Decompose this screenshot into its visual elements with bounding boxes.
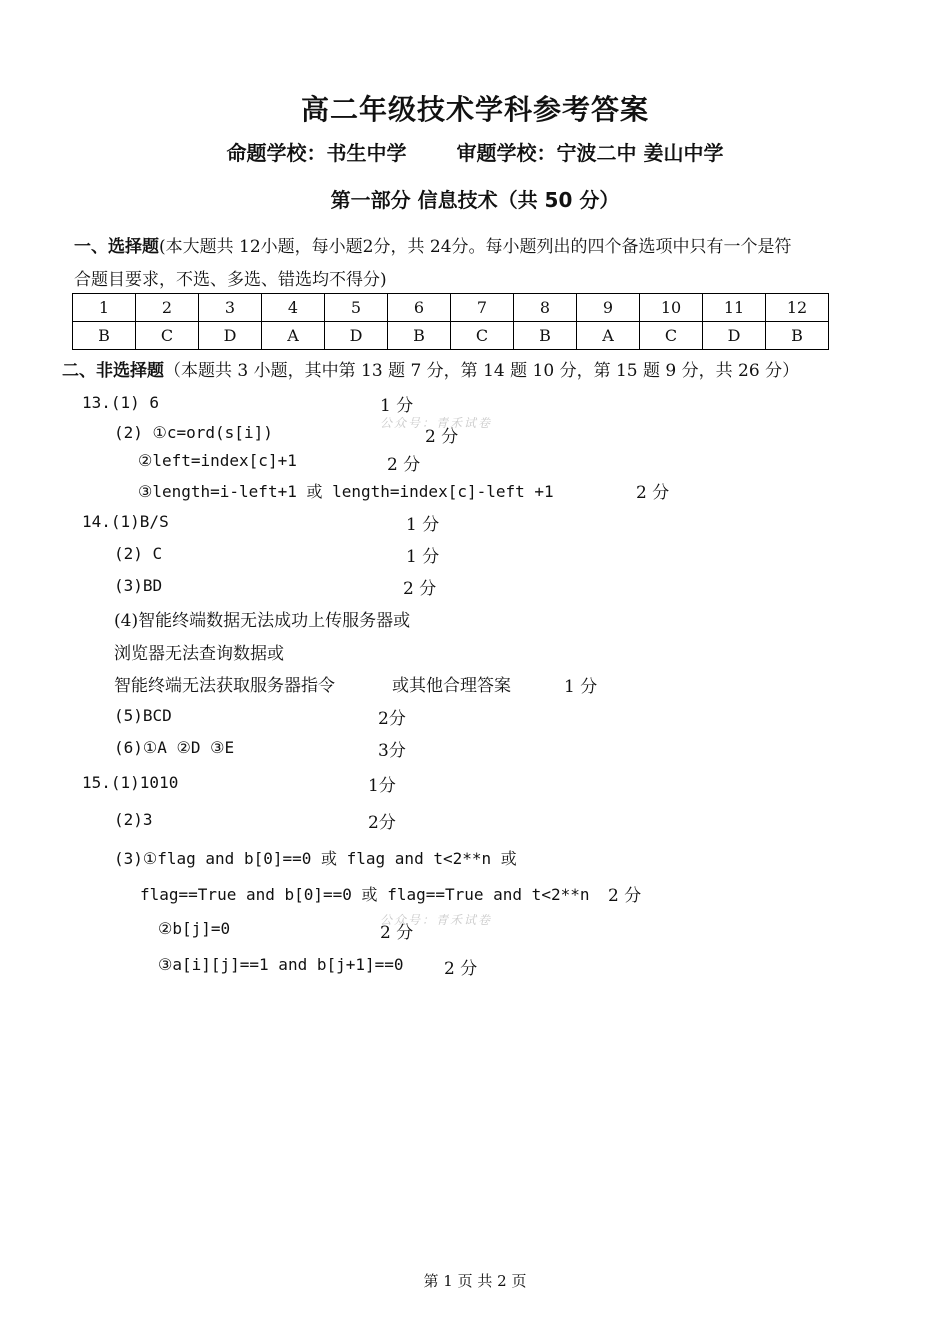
q13-score4: 2 分 <box>636 483 670 503</box>
section1-heading: 一、选择题 <box>74 237 159 257</box>
table-cell: 1 <box>73 294 136 322</box>
table-cell: C <box>451 322 514 350</box>
q14-line2: (2) C <box>114 544 163 563</box>
q15-line6: ③a[i][j]==1 and b[j+1]==0 <box>158 955 404 974</box>
q13-line3: ②left=index[c]+1 <box>138 451 297 470</box>
answer-table <box>72 293 829 350</box>
q14-score8: 3分 <box>378 741 406 761</box>
q13-line4: ③length=i-left+1 或 length=index[c]-left +1 <box>138 482 554 501</box>
table-cell: C <box>136 322 199 350</box>
table-row-answers <box>73 322 829 350</box>
table-cell: B <box>766 322 829 350</box>
table-cell: C <box>640 322 703 350</box>
q15-score6: 2 分 <box>444 959 478 979</box>
q13-line2: (2) ①c=ord(s[i]) <box>114 423 273 442</box>
q13-score3: 2 分 <box>387 455 421 475</box>
q15-score2: 2分 <box>368 813 396 833</box>
page-footer: 第 1 页 共 2 页 <box>423 1272 527 1290</box>
q14-line4: (4)智能终端数据无法成功上传服务器或 <box>114 611 411 631</box>
q14-line1: 14.(1)B/S <box>82 512 169 531</box>
table-cell: D <box>199 322 262 350</box>
table-cell: 5 <box>325 294 388 322</box>
q14-line8: (6)①A ②D ③E <box>114 738 235 757</box>
table-cell: D <box>703 322 766 350</box>
section1-intro <box>74 232 792 257</box>
q15-line1: 15.(1)1010 <box>82 773 179 792</box>
watermark: 公众号：青禾试卷 <box>380 913 493 927</box>
table-row-numbers <box>73 294 829 322</box>
page-title: 高二年级技术学科参考答案 <box>300 93 649 126</box>
school-info <box>0 137 950 166</box>
section2-heading: 二、非选择题 <box>62 361 164 381</box>
q14-line7: (5)BCD <box>114 706 172 725</box>
section2-desc: （本题共 3 小题，其中第 13 题 7 分，第 14 题 10 分，第 15 题 9 分，共 26 分） <box>164 361 800 381</box>
q14-score6: 1 分 <box>564 677 598 697</box>
table-cell: A <box>262 322 325 350</box>
table-cell: B <box>514 322 577 350</box>
table-cell: 4 <box>262 294 325 322</box>
table-cell: 8 <box>514 294 577 322</box>
table-cell: 11 <box>703 294 766 322</box>
q15-score4: 2 分 <box>608 886 642 906</box>
table-cell: 12 <box>766 294 829 322</box>
table-cell: 7 <box>451 294 514 322</box>
section1-desc-line2: 合题目要求，不选、多选、错选均不得分) <box>74 270 387 290</box>
setter-school: 命题学校：书生中学 <box>226 141 407 165</box>
table-cell: 6 <box>388 294 451 322</box>
table-cell: 9 <box>577 294 640 322</box>
table-cell: D <box>325 322 388 350</box>
table-cell: A <box>577 322 640 350</box>
q15-line2: (2)3 <box>114 810 153 829</box>
q14-line6: 智能终端无法获取服务器指令 <box>114 676 335 696</box>
q14-score1: 1 分 <box>406 515 440 535</box>
table-cell: 10 <box>640 294 703 322</box>
q14-line6-alt: 或其他合理答案 <box>392 676 511 696</box>
q15-score1: 1分 <box>368 776 396 796</box>
part-heading: 第一部分 信息技术（共 50 分） <box>330 188 620 212</box>
q14-score7: 2分 <box>378 709 406 729</box>
table-cell: 3 <box>199 294 262 322</box>
watermark: 公众号：青禾试卷 <box>380 416 493 430</box>
q13-score2: 2 分 <box>425 427 459 447</box>
q14-line5: 浏览器无法查询数据或 <box>114 644 284 664</box>
section1-desc: (本大题共 12小题，每小题2分，共 24分。每小题列出的四个备选项中只有一个是符 <box>159 237 792 257</box>
table-cell: 2 <box>136 294 199 322</box>
section2-intro <box>62 356 799 381</box>
reviewer-school: 审题学校：宁波二中 姜山中学 <box>456 141 724 165</box>
q15-line4: flag==True and b[0]==0 或 flag==True and t<2**n <box>140 885 590 904</box>
q13-line1: 13.(1) 6 <box>82 393 160 412</box>
q14-score3: 2 分 <box>403 579 437 599</box>
q15-score5: 2 分 <box>380 923 414 943</box>
q14-score2: 1 分 <box>406 547 440 567</box>
q14-line3: (3)BD <box>114 576 163 595</box>
table-cell: B <box>388 322 451 350</box>
q15-line3: (3)①flag and b[0]==0 或 flag and t<2**n 或 <box>114 849 517 868</box>
q13-score1: 1 分 <box>380 396 414 416</box>
table-cell: B <box>73 322 136 350</box>
q15-line5: ②b[j]=0 <box>158 919 231 938</box>
